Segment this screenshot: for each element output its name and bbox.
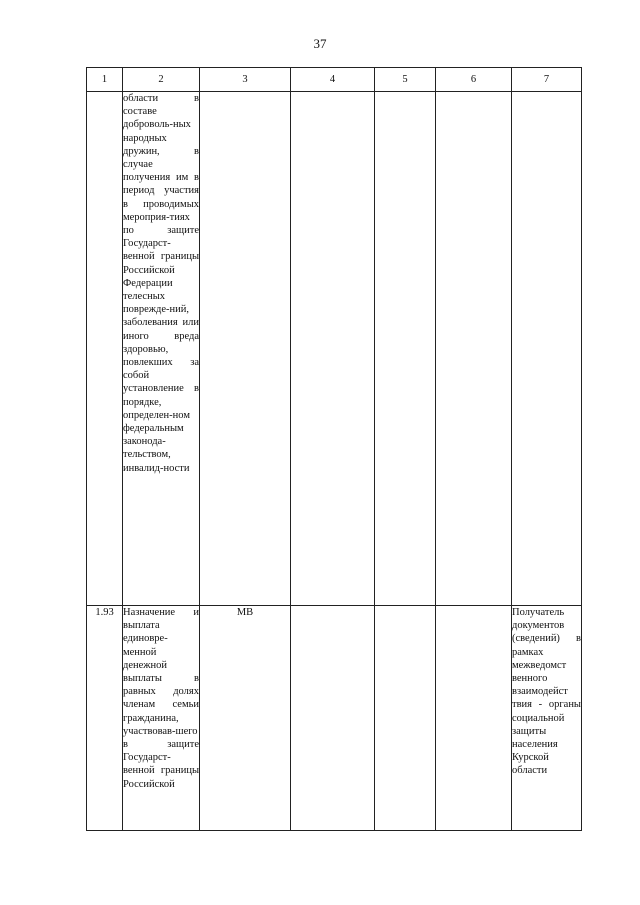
row-number-cell: [87, 92, 123, 606]
column-header-7: 7: [512, 68, 582, 92]
note-cell: Получатель документов (сведений) в рамках межведомст венного взаимодейст твия - органы социальной защиты населения Курской области: [512, 606, 582, 831]
column-6-cell: [436, 92, 512, 606]
column-header-5: 5: [375, 68, 436, 92]
services-table: [86, 67, 582, 831]
page-number: 37: [313, 36, 327, 51]
column-4-cell: [291, 606, 375, 831]
note-cell: [512, 92, 582, 606]
table-row: [87, 606, 582, 831]
column-5-cell: [375, 92, 436, 606]
row-number-cell: 1.93: [87, 606, 123, 831]
service-description-cell: области в составе доброволь-ных народных дружин, в случае получения им в период участия в проводимых мероприя-тиях по защите Государст-венной границы Российской Федерации телесных поврежде-ний, заболевания или иного вреда здоровью, повлекших за собой установление в порядке, определен-ном федеральным законода-тельством, инвалид-ности: [123, 92, 200, 606]
table-row: [87, 92, 582, 606]
column-header-1: 1: [87, 68, 123, 92]
service-code-cell: МВ: [200, 606, 291, 831]
service-code-cell: [200, 92, 291, 606]
column-5-cell: [375, 606, 436, 831]
column-header-4: 4: [291, 68, 375, 92]
column-4-cell: [291, 92, 375, 606]
column-6-cell: [436, 606, 512, 831]
column-header-3: 3: [200, 68, 291, 92]
column-header-2: 2: [123, 68, 200, 92]
column-header-6: 6: [436, 68, 512, 92]
service-description-cell: Назначение и выплата единовре-менной денежной выплаты в равных долях членам семьи гражданина, участвовав-шего в защите Государст-венной границы Российской: [123, 606, 200, 831]
table-header-row: [87, 68, 582, 92]
